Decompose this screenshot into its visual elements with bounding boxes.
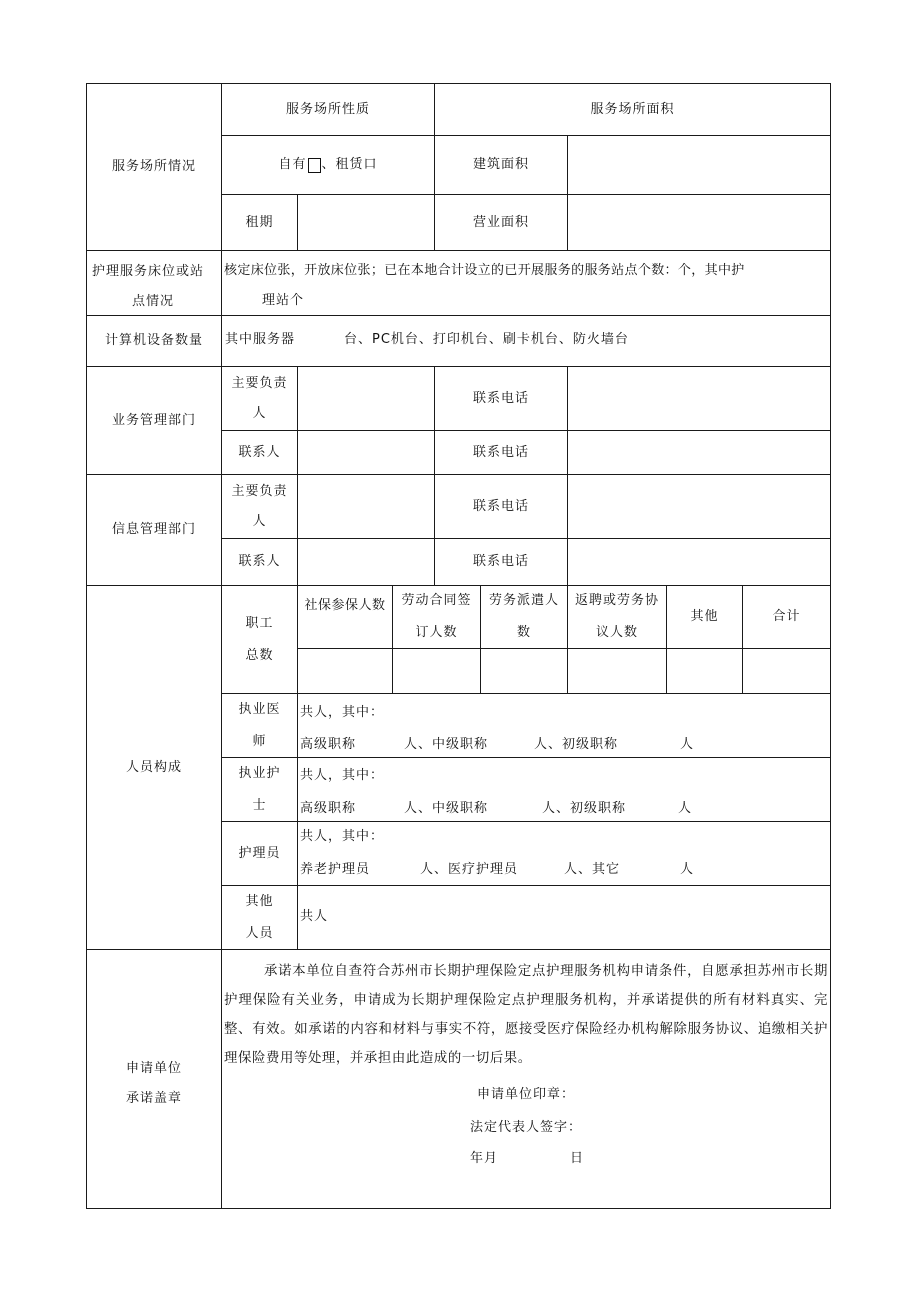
caregiver-end: 人	[680, 862, 695, 877]
info-dept-contact-label: 联系人	[238, 554, 281, 569]
staff-header-other: 其他	[690, 609, 719, 624]
beds-text-line2: 理站个	[262, 293, 305, 308]
beds-label-line2: 点情况	[132, 294, 175, 309]
staff-value-other[interactable]	[667, 649, 742, 693]
ownership-own-label: 自有	[278, 157, 307, 172]
row-divider	[221, 693, 831, 694]
staff-header-total: 合计	[772, 609, 801, 624]
caregiver-other: 人、其它	[564, 862, 621, 877]
nurse-junior: 人、初级职称	[542, 801, 627, 816]
row-divider	[221, 885, 831, 886]
building-area-field[interactable]	[568, 136, 830, 194]
business-dept-phone-field[interactable]	[568, 367, 830, 430]
staff-value-rehired[interactable]	[568, 649, 666, 693]
caregiver-line1: 共人，其中：	[300, 829, 385, 844]
nurse-line1: 共人，其中：	[300, 768, 385, 783]
computers-text-a: 其中服务器	[225, 332, 296, 347]
venue-nature-header: 服务场所性质	[285, 101, 370, 117]
doctor-label: 执业医 师	[238, 701, 281, 749]
doctor-end: 人	[680, 737, 695, 752]
venue-label: 服务场所情况	[111, 159, 196, 174]
business-dept-label: 业务管理部门	[111, 412, 196, 428]
info-dept-phone2-label: 联系电话	[472, 554, 529, 569]
pledge-date-day: 日	[570, 1151, 585, 1166]
info-dept-head-label: 主要负责 人	[231, 483, 288, 529]
table-border-right	[830, 83, 831, 1209]
doctor-senior: 高级职称	[300, 737, 357, 752]
caregiver-label: 护理员	[238, 845, 281, 861]
nurse-senior: 高级职称	[300, 801, 357, 816]
nurse-mid: 人、中级职称	[404, 801, 489, 816]
business-dept-head-field[interactable]	[298, 367, 434, 430]
ownership-own-checkbox[interactable]	[308, 158, 321, 173]
nurse-end: 人	[678, 801, 693, 816]
row-divider	[86, 250, 831, 251]
business-area-field[interactable]	[568, 195, 830, 250]
staff-total-label: 职工 总数	[245, 615, 274, 663]
beds-text-line1: 核定床位张，开放床位张；已在本地合计设立的已开展服务的服务站点个数：个，其中护	[224, 263, 745, 278]
computers-text-b: 台、PC机台、打印机台、刷卡机台、防火墙台	[344, 332, 629, 347]
info-dept-contact-field[interactable]	[298, 539, 434, 585]
staff-value-social-insurance[interactable]	[298, 649, 392, 693]
caregiver-medical: 人、医疗护理员	[420, 862, 519, 877]
info-dept-head-field[interactable]	[298, 475, 434, 538]
business-dept-phone-label: 联系电话	[472, 390, 529, 406]
business-area-label: 营业面积	[472, 214, 529, 230]
staff-header-labor-contract: 劳动合同签 订人数	[401, 593, 472, 640]
pledge-date-year-month: 年月	[470, 1151, 499, 1166]
beds-label-line1: 护理服务床位或站	[92, 264, 205, 279]
venue-ownership-options	[222, 136, 434, 194]
pledge-label: 申请单位 承诺盖章	[125, 1061, 182, 1106]
staff-value-dispatch[interactable]	[481, 649, 567, 693]
staff-label: 人员构成	[125, 759, 182, 775]
caregiver-elderly: 养老护理员	[300, 862, 371, 877]
staff-header-social-insurance: 社保参保人数	[304, 598, 386, 613]
other-staff-label: 其他 人员	[245, 893, 274, 941]
staff-header-dispatch: 劳务派遣人 数	[488, 593, 559, 640]
nurse-label: 执业护 士	[238, 765, 281, 813]
ownership-rent-label: 、租赁口	[321, 157, 378, 172]
staff-value-labor-contract[interactable]	[393, 649, 480, 693]
info-dept-phone-label: 联系电话	[472, 498, 529, 514]
info-dept-phone-field[interactable]	[568, 475, 830, 538]
business-dept-phone2-label: 联系电话	[472, 444, 529, 460]
pledge-seal: 申请单位印章：	[476, 1087, 575, 1102]
business-dept-head-label: 主要负责 人	[231, 375, 288, 421]
doctor-mid: 人、中级职称	[404, 737, 489, 752]
business-dept-contact-field[interactable]	[298, 431, 434, 474]
lease-term-label: 租期	[245, 214, 274, 230]
business-dept-phone2-field[interactable]	[568, 431, 830, 474]
pledge-signature: 法定代表人签字：	[469, 1120, 582, 1135]
venue-area-header: 服务场所面积	[590, 101, 675, 117]
other-staff-text: 共人	[300, 909, 329, 924]
computers-label: 计算机设备数量	[104, 333, 203, 348]
pledge-paragraph: 承诺本单位自查符合苏州市长期护理保险定点护理服务机构申请条件，自愿承担苏州市长期护理保险有关业务，申请成为长期护理保险定点护理服务机构，并承诺提供的所有材料真实、完整、有效。如承诺的内容和材料与事实不符，愿接受医疗保险经办机构解除服务协议、追缴相关护理保险费用等处理，并承担由此造成的一切后果。	[224, 964, 828, 1066]
info-dept-label: 信息管理部门	[111, 522, 196, 537]
doctor-line1: 共人，其中：	[300, 705, 385, 720]
doctor-junior: 人、初级职称	[534, 737, 619, 752]
staff-value-total[interactable]	[743, 649, 830, 693]
business-dept-contact-label: 联系人	[238, 444, 281, 460]
info-dept-phone2-field[interactable]	[568, 539, 830, 585]
building-area-label: 建筑面积	[472, 157, 529, 172]
lease-term-field[interactable]	[298, 195, 434, 250]
table-border-bottom	[86, 1208, 831, 1209]
staff-header-rehired: 返聘或劳务协 议人数	[574, 593, 659, 640]
